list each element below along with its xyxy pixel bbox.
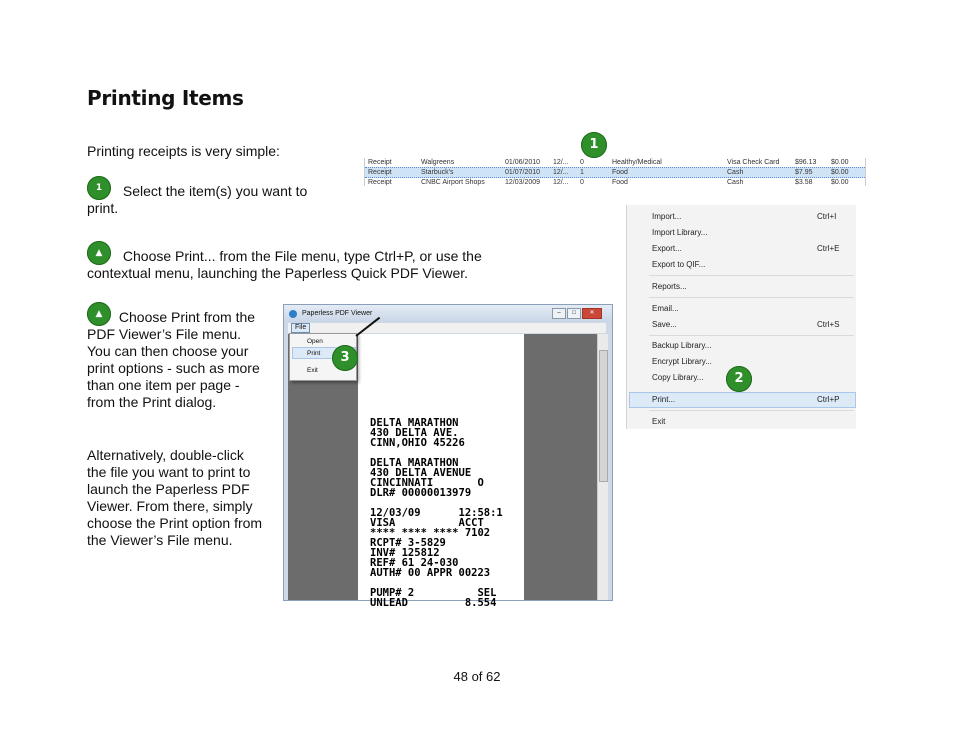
step-3-line: than one item per page - — [87, 377, 240, 393]
menu-item-exit[interactable]: Exit — [652, 417, 666, 426]
shortcut-export: Ctrl+E — [817, 244, 840, 253]
shortcut-save: Ctrl+S — [817, 320, 840, 329]
viewer-scrollbar[interactable] — [597, 334, 608, 600]
cell-date: 01/07/2010 — [505, 169, 541, 176]
alt-line: choose the Print option from — [87, 515, 263, 531]
receipt-text: DELTA MARATHON 430 DELTA AVE. CINN,OHIO 45226 DELTA MARATHON 430 DELTA AVENUE CINCINNATI O DLR# 00000013979 12/03/09 12:58:1 VISA ACCT **** **** **** 7102 RCPT# 3-5829 INV# 125812 REF# 61 24-030 AUTH# 00 APPR 00223 PUMP# 2 SEL UNLEAD 8.554 — [370, 417, 503, 609]
callout-3-badge: 3 — [332, 345, 358, 371]
cell-merchant: Starbuck's — [421, 169, 454, 176]
close-icon[interactable]: ✕ — [582, 308, 602, 319]
step-2-line1: Choose Print... from the File menu, type Ctrl+P, or use the — [122, 248, 482, 264]
menu-item-print[interactable]: Print... — [652, 395, 676, 404]
table-row-selected[interactable] — [365, 167, 865, 178]
step-1-line2: print. — [87, 200, 119, 216]
alternative-text — [87, 447, 277, 549]
table-row[interactable] — [365, 178, 865, 187]
viewer-title: Paperless PDF Viewer — [302, 310, 373, 317]
step-3-line: from the Print dialog. — [87, 394, 217, 410]
alt-line: the Viewer’s File menu. — [87, 532, 233, 548]
menu-item-copy-library[interactable]: Copy Library... — [652, 373, 704, 382]
cell-category: Food — [612, 169, 628, 176]
viewer-titlebar[interactable] — [284, 305, 612, 322]
menu-item-export-qif[interactable]: Export to QIF... — [652, 260, 706, 269]
table-row[interactable] — [365, 158, 865, 167]
cell-count: 1 — [580, 169, 584, 176]
cell-date2: 12/... — [553, 159, 569, 166]
menu-separator — [649, 410, 854, 411]
menu-item-save[interactable]: Save... — [652, 320, 677, 329]
file-context-menu — [626, 205, 856, 429]
menu-item-print[interactable]: Print — [307, 350, 321, 357]
alt-line: Viewer. From there, simply — [87, 498, 253, 514]
page-number: 48 of 62 — [453, 669, 501, 684]
viewer-menubar — [288, 323, 606, 333]
cell-payment: Visa Check Card — [727, 159, 780, 166]
step-1 — [87, 176, 347, 217]
step-3-line: Choose Print from the — [118, 309, 256, 325]
step-2-line2: contextual menu, launching the Paperless Quick PDF Viewer. — [87, 265, 469, 281]
cell-merchant: Walgreens — [421, 159, 455, 166]
menu-separator — [649, 297, 854, 298]
cell-payment: Cash — [727, 179, 744, 186]
cell-date: 01/06/2010 — [505, 159, 541, 166]
menu-item-import[interactable]: Import... — [652, 212, 682, 221]
intro-text: Printing receipts is very simple: — [87, 143, 280, 159]
menu-item-export[interactable]: Export... — [652, 244, 682, 253]
step-2 — [87, 241, 517, 282]
menu-item-import-library[interactable]: Import Library... — [652, 228, 708, 237]
cell-tip: $0.00 — [831, 169, 849, 176]
menu-item-email[interactable]: Email... — [652, 304, 679, 313]
menu-separator — [649, 275, 854, 276]
cell-category: Food — [612, 179, 628, 186]
scrollbar-thumb[interactable] — [599, 350, 608, 482]
menu-item-encrypt-library[interactable]: Encrypt Library... — [652, 357, 712, 366]
step-3 — [87, 302, 277, 411]
cell-tip: $0.00 — [831, 179, 849, 186]
step-1-line1: Select the item(s) you want to — [122, 183, 308, 199]
step-2-badge: ▲ — [87, 241, 111, 265]
shortcut-print: Ctrl+P — [817, 395, 840, 404]
callout-1-badge: 1 — [581, 132, 607, 158]
minimize-icon[interactable]: – — [552, 308, 566, 319]
step-1-badge: 1 — [87, 176, 111, 200]
callout-2-badge: 2 — [726, 366, 752, 392]
cell-category: Healthy/Medical — [612, 159, 662, 166]
menu-item-backup-library[interactable]: Backup Library... — [652, 341, 712, 350]
menu-item-exit[interactable]: Exit — [307, 367, 318, 374]
cell-tip: $0.00 — [831, 159, 849, 166]
cell-payment: Cash — [727, 169, 744, 176]
receipt-page — [358, 334, 524, 609]
step-3-line: You can then choose your — [87, 343, 249, 359]
cell-amount: $3.58 — [795, 179, 813, 186]
cell-count: 0 — [580, 179, 584, 186]
cell-date2: 12/... — [553, 179, 569, 186]
cell-type: Receipt — [368, 169, 392, 176]
alt-line: the file you want to print to — [87, 464, 251, 480]
page-title: Printing Items — [87, 86, 244, 110]
pdf-viewer-window — [283, 304, 613, 609]
maximize-icon[interactable]: □ — [567, 308, 581, 319]
cell-date: 12/03/2009 — [505, 179, 541, 186]
receipts-table — [364, 158, 866, 186]
step-3-line: PDF Viewer’s File menu. — [87, 326, 242, 342]
app-icon — [289, 310, 297, 318]
menu-separator — [649, 335, 854, 336]
shortcut-import: Ctrl+I — [817, 212, 837, 221]
alt-line: launch the Paperless PDF — [87, 481, 250, 497]
cell-date2: 12/... — [553, 169, 569, 176]
cell-amount: $7.95 — [795, 169, 813, 176]
menu-file[interactable]: File — [291, 323, 310, 333]
menu-item-reports[interactable]: Reports... — [652, 282, 687, 291]
menu-item-open[interactable]: Open — [307, 338, 323, 345]
cell-type: Receipt — [368, 159, 392, 166]
cell-count: 0 — [580, 159, 584, 166]
cell-amount: $96.13 — [795, 159, 817, 166]
cell-type: Receipt — [368, 179, 392, 186]
alt-line: Alternatively, double-click — [87, 447, 244, 463]
step-3-line: print options - such as more — [87, 360, 260, 376]
step-3-badge: ▲ — [87, 302, 111, 326]
cell-merchant: CNBC Airport Shops — [421, 179, 485, 186]
